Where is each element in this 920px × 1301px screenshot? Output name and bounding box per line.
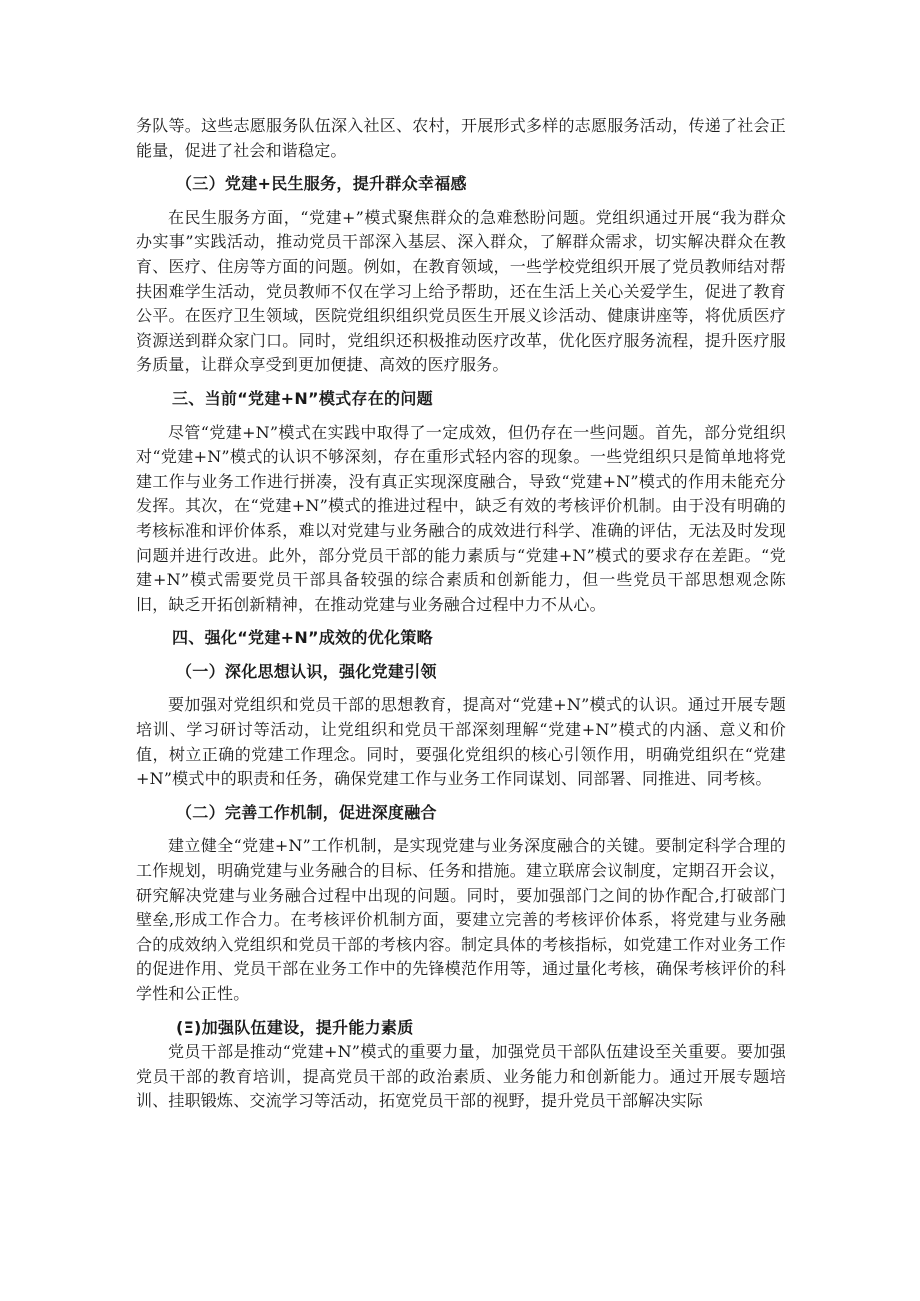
document-page	[136, 114, 786, 1114]
paragraph-section-4-1: 要加强对党组织和党员干部的思想教育，提高对“党建+N”模式的认识。通过开展专题培训、学习研讨等活动，让党组织和党员干部深刻理解“党建+N”模式的内涵、意义和价值，树立正确的党建工作理念。同时，要强化党组织的核心引领作用，明确党组织在“党建+N”模式中的职责和任务，确保党建工作与业务工作同谋划、同部署、同推进、同考核。	[136, 695, 786, 789]
heading-section-3: 三、当前“党建+N”模式存在的问题	[172, 388, 433, 408]
paragraph-section-4-3: 党员干部是推动“党建+N”模式的重要力量，加强党员干部队伍建设至关重要。要加强党员干部的教育培训，提高党员干部的政治素质、业务能力和创新能力。通过开展专题培训、挂职锻炼、交流学习等活动，拓宽党员干部的视野，提升党员干部解决实际	[136, 1042, 786, 1111]
heading-section-4: 四、强化“党建+N”成效的优化策略	[172, 628, 433, 648]
heading-section-4-2: （二）完善工作机制，促进深度融合	[176, 802, 437, 822]
paragraph-section-2-3: 在民生服务方面，“党建+”模式聚焦群众的急难愁盼问题。党组织通过开展“我为群众办实事”实践活动，推动党员干部深入基层、深入群众，了解群众需求，切实解决群众在教育、医疗、住房等方面的问题。例如，在教育领域，一些学校党组织开展了党员教师结对帮扶困难学生活动，党员教师不仅在学习上给予帮助，还在生活上关心关爱学生，促进了教育公平。在医疗卫生领域，医院党组织组织党员医生开展义诊活动、健康讲座等，将优质医疗资源送到群众家门口。同时，党组织还积极推动医疗改革，优化医疗服务流程，提升医疗服务质量，让群众享受到更加便捷、高效的医疗服务。	[136, 207, 786, 375]
heading-section-4-3: (Ξ)加强队伍建设，提升能力素质	[176, 1017, 414, 1037]
paragraph-section-3: 尽管“党建+N”模式在实践中取得了一定成效，但仍存在一些问题。首先，部分党组织对“党建+N”模式的认识不够深刻，存在重形式轻内容的现象。一些党组织只是简单地将党建工作与业务工作进行拼凑，没有真正实现深度融合，导致“党建+N”模式的作用未能充分发挥。其次，在“党建+N”模式的推进过程中，缺乏有效的考核评价机制。由于没有明确的考核标准和评价体系，难以对党建与业务融合的成效进行科学、准确的评估，无法及时发现问题并进行改进。此外，部分党员干部的能力素质与“党建+N”模式的要求存在差距。“党建+N”模式需要党员干部具备较强的综合素质和创新能力，但一些党员干部思想观念陈旧，缺乏开拓创新精神，在推动党建与业务融合过程中力不从心。	[136, 422, 786, 614]
paragraph-intro-continuation: 务队等。这些志愿服务队伍深入社区、农村，开展形式多样的志愿服务活动，传递了社会正能量，促进了社会和谐稳定。	[136, 116, 786, 160]
paragraph-section-4-2: 建立健全“党建+N”工作机制，是实现党建与业务深度融合的关键。要制定科学合理的工作规划，明确党建与业务融合的目标、任务和措施。建立联席会议制度，定期召开会议，研究解决党建与业务融合过程中出现的问题。同时，要加强部门之间的协作配合,打破部门壁垒,形成工作合力。在考核评价机制方面，要建立完善的考核评价体系，将党建与业务融合的成效纳入党组织和党员干部的考核内容。制定具体的考核指标，如党建工作对业务工作的促进作用、党员干部在业务工作中的先锋模范作用等，通过量化考核，确保考核评价的科学性和公正性。	[136, 836, 786, 1003]
heading-section-4-1: （一）深化思想认识，强化党建引领	[176, 661, 437, 681]
heading-section-2-3: （三）党建+民生服务，提升群众幸福感	[176, 174, 467, 194]
